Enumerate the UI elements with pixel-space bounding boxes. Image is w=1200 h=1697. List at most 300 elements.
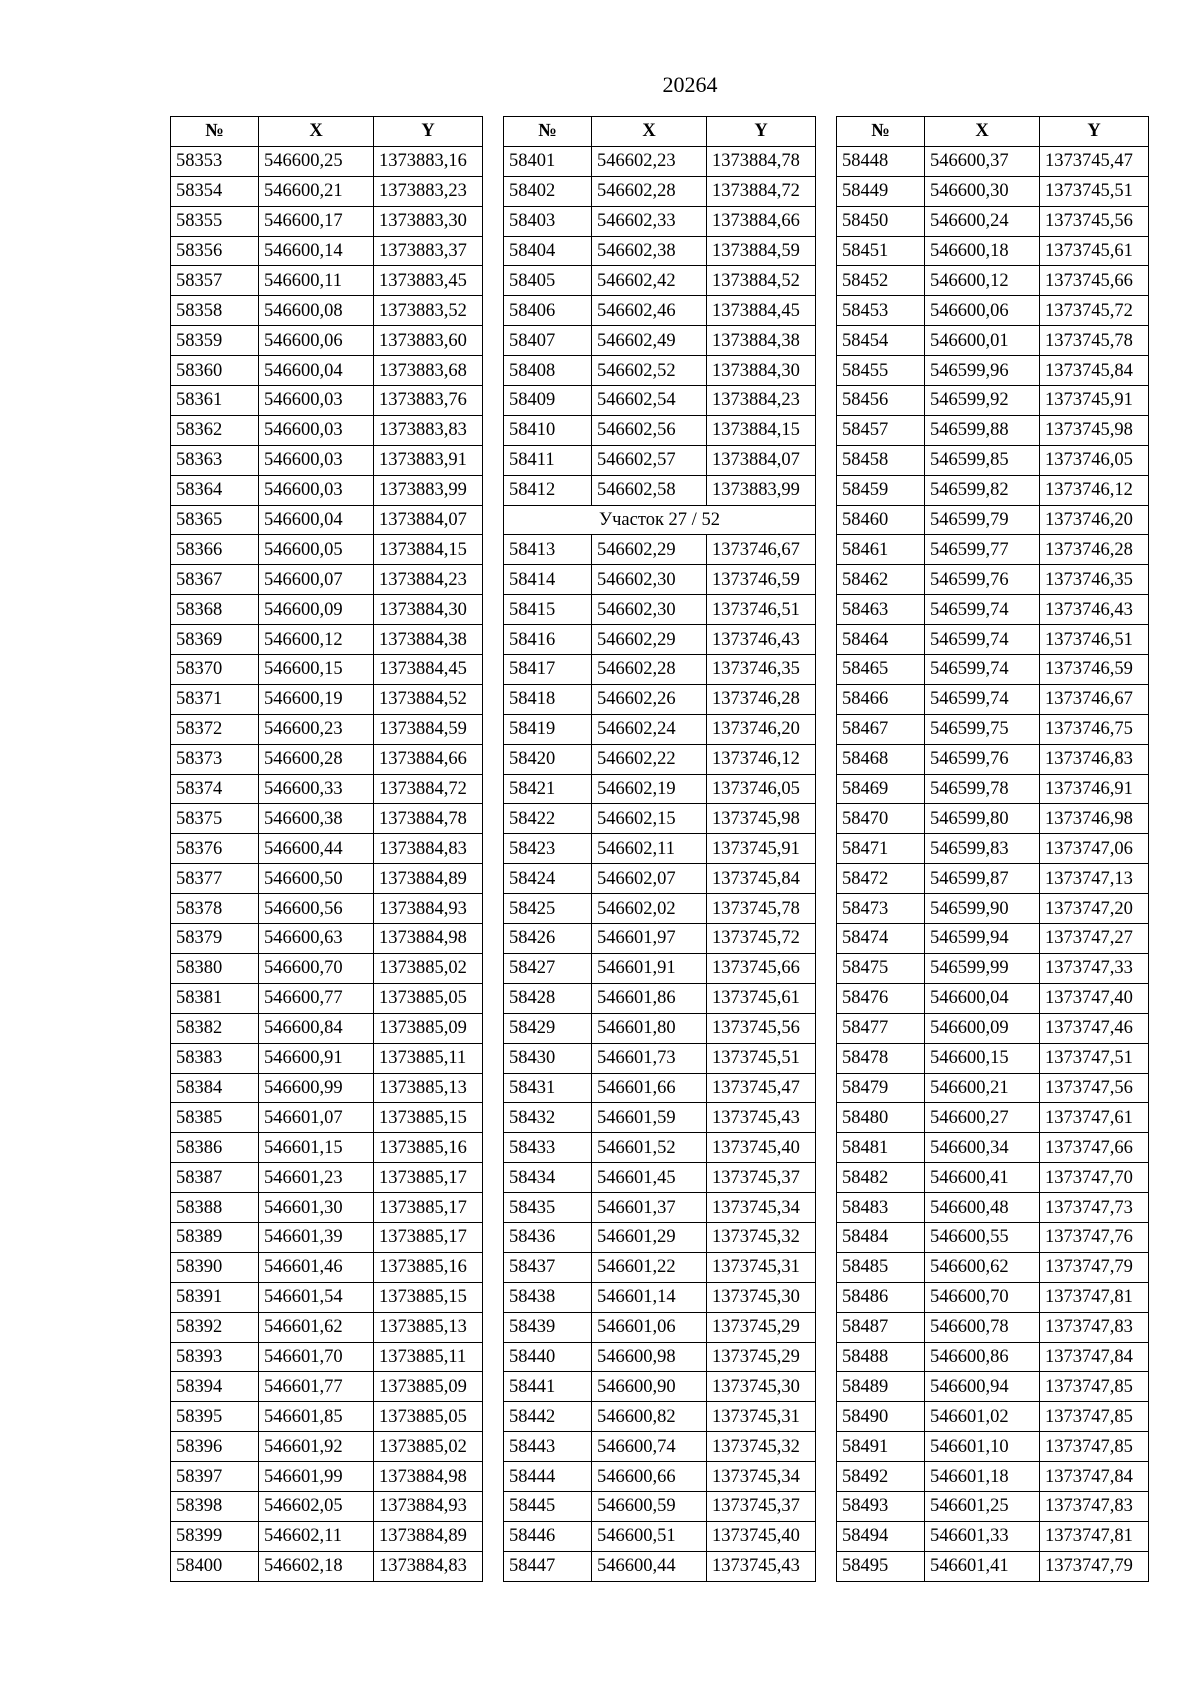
cell-number: 58489: [837, 1372, 925, 1402]
table-row: [837, 774, 1149, 804]
cell-x: 546599,88: [925, 415, 1040, 445]
cell-y: 1373884,38: [374, 625, 483, 655]
cell-number: 58405: [504, 266, 592, 296]
cell-y: 1373745,30: [707, 1372, 816, 1402]
cell-y: 1373883,37: [374, 236, 483, 266]
cell-number: 58427: [504, 953, 592, 983]
cell-number: 58449: [837, 176, 925, 206]
table-row: [837, 684, 1149, 714]
cell-number: 58456: [837, 386, 925, 416]
cell-y: 1373745,32: [707, 1432, 816, 1462]
header-number: №: [837, 117, 925, 147]
table-row: [837, 625, 1149, 655]
cell-number: 58385: [171, 1103, 259, 1133]
cell-number: 58454: [837, 326, 925, 356]
cell-y: 1373745,56: [707, 1013, 816, 1043]
cell-y: 1373747,85: [1040, 1402, 1149, 1432]
cell-number: 58361: [171, 386, 259, 416]
cell-y: 1373884,83: [374, 1551, 483, 1581]
cell-y: 1373747,83: [1040, 1312, 1149, 1342]
cell-number: 58428: [504, 983, 592, 1013]
cell-x: 546600,05: [259, 535, 374, 565]
table-row: [171, 475, 483, 505]
cell-number: 58446: [504, 1521, 592, 1551]
cell-y: 1373884,98: [374, 924, 483, 954]
table-row: [171, 266, 483, 296]
cell-number: 58415: [504, 595, 592, 625]
cell-x: 546602,18: [259, 1551, 374, 1581]
cell-number: 58369: [171, 625, 259, 655]
cell-x: 546601,45: [592, 1163, 707, 1193]
cell-x: 546601,59: [592, 1103, 707, 1133]
table-row: [837, 924, 1149, 954]
cell-y: 1373885,16: [374, 1133, 483, 1163]
cell-number: 58411: [504, 445, 592, 475]
cell-x: 546600,18: [925, 236, 1040, 266]
cell-x: 546601,70: [259, 1342, 374, 1372]
cell-x: 546599,85: [925, 445, 1040, 475]
cell-number: 58442: [504, 1402, 592, 1432]
cell-x: 546600,98: [592, 1342, 707, 1372]
cell-y: 1373746,91: [1040, 774, 1149, 804]
cell-number: 58416: [504, 625, 592, 655]
cell-y: 1373746,67: [707, 535, 816, 565]
cell-number: 58471: [837, 834, 925, 864]
cell-number: 58398: [171, 1491, 259, 1521]
cell-y: 1373746,51: [1040, 625, 1149, 655]
cell-number: 58407: [504, 326, 592, 356]
cell-x: 546600,70: [259, 953, 374, 983]
cell-number: 58426: [504, 924, 592, 954]
cell-x: 546601,41: [925, 1551, 1040, 1581]
cell-x: 546602,54: [592, 386, 707, 416]
table-row: [504, 1491, 816, 1521]
table-row: [504, 146, 816, 176]
cell-number: 58486: [837, 1282, 925, 1312]
cell-number: 58417: [504, 655, 592, 685]
cell-number: 58464: [837, 625, 925, 655]
cell-number: 58439: [504, 1312, 592, 1342]
cell-y: 1373745,43: [707, 1103, 816, 1133]
cell-y: 1373746,59: [1040, 655, 1149, 685]
table-row: [504, 1521, 816, 1551]
cell-y: 1373883,83: [374, 415, 483, 445]
cell-y: 1373747,20: [1040, 894, 1149, 924]
cell-y: 1373745,37: [707, 1491, 816, 1521]
cell-number: 58408: [504, 356, 592, 386]
cell-number: 58490: [837, 1402, 925, 1432]
table-row: [171, 445, 483, 475]
table-row: [171, 505, 483, 535]
cell-x: 546601,07: [259, 1103, 374, 1133]
cell-x: 546599,74: [925, 684, 1040, 714]
table-row: [504, 684, 816, 714]
cell-y: 1373884,72: [374, 774, 483, 804]
table-row: [171, 1551, 483, 1581]
header-row: [504, 117, 816, 147]
cell-x: 546602,26: [592, 684, 707, 714]
cell-y: 1373745,32: [707, 1222, 816, 1252]
cell-y: 1373747,33: [1040, 953, 1149, 983]
table-row: [171, 1312, 483, 1342]
table-row: [837, 1252, 1149, 1282]
cell-y: 1373745,91: [707, 834, 816, 864]
cell-number: 58372: [171, 714, 259, 744]
cell-y: 1373746,59: [707, 565, 816, 595]
table-row: [837, 505, 1149, 535]
cell-number: 58463: [837, 595, 925, 625]
cell-x: 546600,77: [259, 983, 374, 1013]
table-row: [504, 1133, 816, 1163]
table-row: [837, 415, 1149, 445]
cell-number: 58399: [171, 1521, 259, 1551]
table-row: [171, 1462, 483, 1492]
cell-y: 1373745,61: [707, 983, 816, 1013]
cell-y: 1373885,11: [374, 1043, 483, 1073]
cell-y: 1373884,98: [374, 1462, 483, 1492]
cell-y: 1373745,51: [707, 1043, 816, 1073]
header-x: X: [592, 117, 707, 147]
cell-y: 1373747,81: [1040, 1282, 1149, 1312]
cell-y: 1373885,17: [374, 1163, 483, 1193]
cell-y: 1373745,43: [707, 1551, 816, 1581]
table-row: [504, 1073, 816, 1103]
cell-y: 1373745,37: [707, 1163, 816, 1193]
cell-x: 546600,25: [259, 146, 374, 176]
cell-y: 1373884,30: [374, 595, 483, 625]
table-row: [837, 1491, 1149, 1521]
cell-x: 546600,51: [592, 1521, 707, 1551]
table-row: [504, 1282, 816, 1312]
table-row: [171, 834, 483, 864]
cell-number: 58368: [171, 595, 259, 625]
table-row: [171, 804, 483, 834]
cell-y: 1373885,13: [374, 1312, 483, 1342]
cell-x: 546602,19: [592, 774, 707, 804]
cell-number: 58422: [504, 804, 592, 834]
cell-y: 1373747,84: [1040, 1462, 1149, 1492]
cell-x: 546599,82: [925, 475, 1040, 505]
cell-number: 58375: [171, 804, 259, 834]
cell-x: 546600,01: [925, 326, 1040, 356]
cell-y: 1373745,78: [1040, 326, 1149, 356]
cell-number: 58478: [837, 1043, 925, 1073]
header-row: [837, 117, 1149, 147]
table-row: [171, 684, 483, 714]
cell-x: 546599,75: [925, 714, 1040, 744]
cell-y: 1373745,98: [1040, 415, 1149, 445]
cell-number: 58484: [837, 1222, 925, 1252]
table-row: [837, 804, 1149, 834]
table-row: [504, 266, 816, 296]
table-row: [504, 1342, 816, 1372]
cell-number: 58458: [837, 445, 925, 475]
cell-number: 58474: [837, 924, 925, 954]
cell-x: 546600,15: [259, 655, 374, 685]
cell-x: 546601,52: [592, 1133, 707, 1163]
cell-y: 1373884,38: [707, 326, 816, 356]
cell-y: 1373745,61: [1040, 236, 1149, 266]
table-row: [837, 1222, 1149, 1252]
cell-x: 546601,23: [259, 1163, 374, 1193]
cell-number: 58473: [837, 894, 925, 924]
table-row: [171, 326, 483, 356]
table-row: [171, 1073, 483, 1103]
cell-number: 58435: [504, 1193, 592, 1223]
cell-number: 58413: [504, 535, 592, 565]
cell-x: 546601,25: [925, 1491, 1040, 1521]
cell-y: 1373745,84: [707, 864, 816, 894]
cell-x: 546601,10: [925, 1432, 1040, 1462]
cell-x: 546600,15: [925, 1043, 1040, 1073]
table-row: [504, 1551, 816, 1581]
cell-y: 1373885,15: [374, 1103, 483, 1133]
cell-x: 546601,77: [259, 1372, 374, 1402]
table-row: [837, 1402, 1149, 1432]
cell-number: 58391: [171, 1282, 259, 1312]
cell-x: 546600,11: [259, 266, 374, 296]
cell-y: 1373884,66: [707, 206, 816, 236]
cell-y: 1373884,30: [707, 356, 816, 386]
table-row: [837, 1163, 1149, 1193]
cell-x: 546602,11: [592, 834, 707, 864]
cell-x: 546601,92: [259, 1432, 374, 1462]
cell-number: 58378: [171, 894, 259, 924]
table-row: [837, 266, 1149, 296]
table-row: [504, 953, 816, 983]
cell-x: 546599,77: [925, 535, 1040, 565]
cell-number: 58450: [837, 206, 925, 236]
cell-number: 58429: [504, 1013, 592, 1043]
cell-y: 1373746,05: [707, 774, 816, 804]
cell-x: 546600,66: [592, 1462, 707, 1492]
cell-x: 546601,54: [259, 1282, 374, 1312]
table-row: [504, 595, 816, 625]
table-row: [171, 1013, 483, 1043]
header-number: №: [504, 117, 592, 147]
table-row: [837, 1282, 1149, 1312]
cell-number: 58431: [504, 1073, 592, 1103]
cell-y: 1373747,84: [1040, 1342, 1149, 1372]
cell-number: 58356: [171, 236, 259, 266]
cell-y: 1373885,02: [374, 953, 483, 983]
cell-x: 546602,11: [259, 1521, 374, 1551]
cell-y: 1373885,13: [374, 1073, 483, 1103]
table-row: [504, 774, 816, 804]
cell-x: 546599,74: [925, 655, 1040, 685]
cell-x: 546599,79: [925, 505, 1040, 535]
cell-number: 58491: [837, 1432, 925, 1462]
cell-y: 1373883,60: [374, 326, 483, 356]
coordinate-table-2: [503, 116, 816, 1582]
cell-y: 1373885,05: [374, 983, 483, 1013]
cell-y: 1373745,84: [1040, 356, 1149, 386]
cell-x: 546602,42: [592, 266, 707, 296]
cell-number: 58390: [171, 1252, 259, 1282]
cell-y: 1373884,83: [374, 834, 483, 864]
table-row: [171, 386, 483, 416]
cell-x: 546601,80: [592, 1013, 707, 1043]
table-row: [837, 744, 1149, 774]
cell-x: 546600,56: [259, 894, 374, 924]
table-row: [171, 595, 483, 625]
table-row: [837, 953, 1149, 983]
cell-y: 1373885,16: [374, 1252, 483, 1282]
cell-y: 1373746,43: [1040, 595, 1149, 625]
cell-y: 1373885,09: [374, 1013, 483, 1043]
cell-y: 1373745,31: [707, 1402, 816, 1432]
cell-y: 1373884,45: [374, 655, 483, 685]
table-row: [837, 1312, 1149, 1342]
cell-number: 58364: [171, 475, 259, 505]
cell-x: 546602,07: [592, 864, 707, 894]
cell-number: 58414: [504, 565, 592, 595]
cell-x: 546600,23: [259, 714, 374, 744]
cell-number: 58452: [837, 266, 925, 296]
cell-x: 546602,38: [592, 236, 707, 266]
cell-y: 1373747,13: [1040, 864, 1149, 894]
cell-y: 1373746,35: [1040, 565, 1149, 595]
table-row: [504, 894, 816, 924]
table-row: [171, 655, 483, 685]
cell-x: 546602,23: [592, 146, 707, 176]
cell-x: 546602,33: [592, 206, 707, 236]
cell-number: 58469: [837, 774, 925, 804]
cell-number: 58400: [171, 1551, 259, 1581]
cell-y: 1373884,59: [374, 714, 483, 744]
cell-y: 1373884,23: [374, 565, 483, 595]
cell-number: 58397: [171, 1462, 259, 1492]
header-x: X: [259, 117, 374, 147]
table-row: [504, 236, 816, 266]
cell-x: 546600,19: [259, 684, 374, 714]
table-row: [504, 1163, 816, 1193]
table-row: [504, 445, 816, 475]
cell-x: 546600,04: [259, 505, 374, 535]
cell-number: 58355: [171, 206, 259, 236]
cell-number: 58371: [171, 684, 259, 714]
cell-number: 58367: [171, 565, 259, 595]
cell-y: 1373745,30: [707, 1282, 816, 1312]
table-row: [837, 1462, 1149, 1492]
cell-y: 1373885,15: [374, 1282, 483, 1312]
cell-x: 546601,14: [592, 1282, 707, 1312]
cell-x: 546601,29: [592, 1222, 707, 1252]
cell-x: 546599,96: [925, 356, 1040, 386]
cell-number: 58455: [837, 356, 925, 386]
cell-number: 58403: [504, 206, 592, 236]
table-row: [837, 1103, 1149, 1133]
cell-number: 58477: [837, 1013, 925, 1043]
cell-y: 1373883,91: [374, 445, 483, 475]
table-row: [171, 744, 483, 774]
cell-number: 58384: [171, 1073, 259, 1103]
table-row: [171, 1252, 483, 1282]
cell-x: 546600,50: [259, 864, 374, 894]
cell-x: 546601,37: [592, 1193, 707, 1223]
cell-y: 1373746,20: [1040, 505, 1149, 535]
table-row: [171, 714, 483, 744]
cell-x: 546599,76: [925, 744, 1040, 774]
cell-x: 546600,44: [592, 1551, 707, 1581]
cell-x: 546602,29: [592, 535, 707, 565]
table-row: [837, 983, 1149, 1013]
cell-y: 1373746,12: [1040, 475, 1149, 505]
cell-number: 58440: [504, 1342, 592, 1372]
cell-x: 546599,83: [925, 834, 1040, 864]
table-row: [171, 236, 483, 266]
cell-y: 1373884,15: [374, 535, 483, 565]
cell-number: 58353: [171, 146, 259, 176]
table-row: [837, 834, 1149, 864]
cell-x: 546602,24: [592, 714, 707, 744]
cell-number: 58388: [171, 1193, 259, 1223]
table-row: [504, 475, 816, 505]
cell-x: 546600,04: [925, 983, 1040, 1013]
cell-x: 546601,39: [259, 1222, 374, 1252]
cell-y: 1373746,98: [1040, 804, 1149, 834]
table-row: [504, 206, 816, 236]
cell-number: 58383: [171, 1043, 259, 1073]
cell-x: 546600,44: [259, 834, 374, 864]
table-row: [837, 1432, 1149, 1462]
cell-number: 58466: [837, 684, 925, 714]
cell-y: 1373747,06: [1040, 834, 1149, 864]
table-row: [171, 1402, 483, 1432]
cell-number: 58357: [171, 266, 259, 296]
header-y: Y: [1040, 117, 1149, 147]
cell-x: 546601,62: [259, 1312, 374, 1342]
table-row: [504, 834, 816, 864]
cell-x: 546599,99: [925, 953, 1040, 983]
cell-number: 58465: [837, 655, 925, 685]
cell-x: 546600,04: [259, 356, 374, 386]
cell-x: 546600,38: [259, 804, 374, 834]
table-row: [171, 864, 483, 894]
cell-y: 1373884,07: [374, 505, 483, 535]
cell-y: 1373747,79: [1040, 1252, 1149, 1282]
cell-y: 1373746,67: [1040, 684, 1149, 714]
cell-y: 1373746,12: [707, 744, 816, 774]
table-row: [171, 1163, 483, 1193]
cell-x: 546599,94: [925, 924, 1040, 954]
cell-number: 58433: [504, 1133, 592, 1163]
table-row: [171, 1133, 483, 1163]
cell-x: 546600,08: [259, 296, 374, 326]
section-label: Участок 27 / 52: [504, 505, 816, 535]
cell-number: 58362: [171, 415, 259, 445]
cell-x: 546601,15: [259, 1133, 374, 1163]
cell-number: 58370: [171, 655, 259, 685]
cell-x: 546601,85: [259, 1402, 374, 1432]
cell-x: 546601,06: [592, 1312, 707, 1342]
table-row: [504, 1103, 816, 1133]
table-row: [837, 1372, 1149, 1402]
cell-x: 546600,84: [259, 1013, 374, 1043]
table-row: [504, 1043, 816, 1073]
table-row: [504, 296, 816, 326]
cell-y: 1373745,47: [707, 1073, 816, 1103]
table-row: [171, 625, 483, 655]
cell-number: 58441: [504, 1372, 592, 1402]
cell-x: 546602,28: [592, 176, 707, 206]
cell-x: 546602,15: [592, 804, 707, 834]
cell-x: 546599,90: [925, 894, 1040, 924]
cell-number: 58432: [504, 1103, 592, 1133]
cell-number: 58406: [504, 296, 592, 326]
cell-number: 58468: [837, 744, 925, 774]
cell-y: 1373885,17: [374, 1222, 483, 1252]
